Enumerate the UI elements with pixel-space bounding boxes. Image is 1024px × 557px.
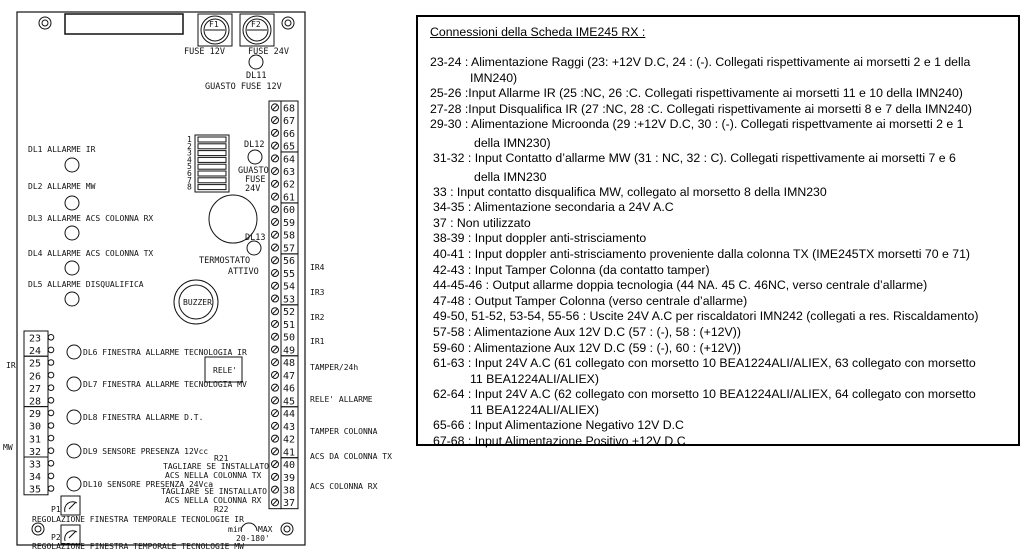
led-dl7 xyxy=(67,377,81,391)
max-label: MAX xyxy=(258,525,273,534)
connection-line: 38-39 : Input doppler anti-strisciamento xyxy=(433,231,647,246)
connection-line: 31-32 : Input Contatto d’allarme MW (31 : NC, 32 : C). Collegati rispettivamente ai morsetti 7 e 6 xyxy=(433,150,956,165)
connection-line: 47-48 : Output Tamper Colonna (verso centrale d’allarme) xyxy=(433,293,748,308)
fuse-12v-label: FUSE 12V xyxy=(184,47,225,57)
side-label: IR3 xyxy=(310,288,325,297)
fuse-24v-label: FUSE 24V xyxy=(248,47,289,57)
terminal-40: 40 xyxy=(283,460,296,472)
side-label: ACS COLONNA RX xyxy=(310,482,378,491)
connection-line: 59-60 : Alimentazione Aux 12V D.C (59 : (-), 60 : (+12V)) xyxy=(433,340,741,355)
dip-switch-slot xyxy=(198,151,226,156)
led-dl9 xyxy=(67,444,81,458)
terminal-27: 27 xyxy=(29,383,42,395)
fuse-label: FUSE xyxy=(245,175,266,185)
dip-label: 7 xyxy=(187,175,192,185)
24v-label: 24V xyxy=(245,184,261,194)
dip-switch-slot xyxy=(198,164,226,169)
terminal-42: 42 xyxy=(283,434,296,446)
terminal-39: 39 xyxy=(283,472,296,484)
connection-line: 34-35 : Alimentazione secondaria a 24V A.C xyxy=(433,200,674,215)
connection-line: 61-63 : Input 24V A.C (61 collegato con morsetto 10 BEA1224ALI/ALIEX, 63 collegato con morsetto xyxy=(433,356,976,371)
connection-line: 67-68 : Input Alimentazione Positivo +12V D.C xyxy=(433,434,686,449)
connection-line: 42-43 : Input Tamper Colonna (da contatto tamper) xyxy=(433,262,710,277)
dip-label: 8 xyxy=(187,182,192,192)
led-dl5 xyxy=(65,292,79,306)
terminal-34: 34 xyxy=(29,472,42,484)
led-dl4 xyxy=(65,261,79,275)
reg-mw-label: REGOLAZIONE FINESTRA TEMPORALE TECNOLOGIE MW xyxy=(32,542,244,551)
terminal-screw-icon xyxy=(48,473,54,479)
terminal-32: 32 xyxy=(29,446,42,458)
p1-label: P1 xyxy=(51,505,61,514)
dl13-label: DL13 xyxy=(245,233,266,243)
terminal-25: 25 xyxy=(29,358,42,370)
terminal-37: 37 xyxy=(283,498,296,510)
terminal-24: 24 xyxy=(29,346,42,358)
connection-line: 37 : Non utilizzato xyxy=(433,215,531,230)
led-dl8 xyxy=(67,410,81,424)
dip-label: 3 xyxy=(187,148,192,158)
led-label: DL8 FINESTRA ALLARME D.T. xyxy=(83,413,204,422)
potentiometer-p1 xyxy=(61,496,80,515)
side-label: IR2 xyxy=(310,313,325,322)
dip-label: 1 xyxy=(187,135,192,144)
terminal-screw-icon xyxy=(48,461,54,467)
termostato-label: TERMOSTATO xyxy=(199,256,251,266)
terminal-63: 63 xyxy=(283,167,296,178)
terminal-screw-icon xyxy=(48,347,54,353)
left-terminal-block xyxy=(24,331,54,496)
terminal-29: 29 xyxy=(29,409,42,421)
led-label: DL4 ALLARME ACS COLONNA TX xyxy=(28,249,154,258)
terminal-screw-icon xyxy=(48,385,54,391)
terminal-41: 41 xyxy=(283,447,296,459)
connection-line: 29-30 : Alimentazione Microonda (29 :+12V D.C, 30 : (-). Collegati rispettvamente ai morsetti 2 e 1 xyxy=(430,117,964,132)
connection-line: 11 BEA1224ALI/ALIEX) xyxy=(470,371,599,386)
led-label: DL2 ALLARME MW xyxy=(28,182,96,191)
terminal-45: 45 xyxy=(283,396,296,408)
side-label: IR1 xyxy=(310,337,325,346)
terminal-62: 62 xyxy=(283,179,296,191)
terminal-68: 68 xyxy=(283,103,296,115)
buzzer-label: BUZZER xyxy=(183,298,212,307)
connection-line: IMN240) xyxy=(470,70,518,85)
side-label-ir: IR xyxy=(6,361,16,370)
terminal-55: 55 xyxy=(283,268,296,280)
min-label: min xyxy=(228,525,243,534)
circuit-board-diagram xyxy=(0,0,420,557)
terminal-33: 33 xyxy=(29,459,42,471)
p2-label: P2 xyxy=(51,533,61,542)
dip-switch xyxy=(187,135,229,192)
terminal-57: 57 xyxy=(283,243,296,255)
terminal-47: 47 xyxy=(283,370,296,382)
terminal-46: 46 xyxy=(283,383,296,395)
connection-line: 25-26 :Input Allarme IR (25 :NC, 26 :C. Collegati rispettivamente ai morsetti 11 e 10 della IMN240) xyxy=(430,86,963,101)
terminal-screw-icon xyxy=(48,423,54,429)
connection-line: 62-64 : Input 24V A.C (62 collegato con morsetto 10 BEA1224ALI/ALIEX, 64 collegato con morsetto xyxy=(433,387,976,402)
terminal-61: 61 xyxy=(283,192,296,204)
connection-line: 49-50, 51-52, 53-54, 55-56 : Uscite 24V A.C per riscaldatori IMN242 (collegati a res. Riscaldamento) xyxy=(433,309,979,324)
side-label: TAMPER/24h xyxy=(310,363,359,372)
connection-line: 57-58 : Alimentazione Aux 12V D.C (57 : (-), 58 : (+12V)) xyxy=(433,324,741,339)
led-dl12 xyxy=(248,150,262,164)
led-label: DL1 ALLARME IR xyxy=(28,145,96,154)
dip-switch-slot xyxy=(198,171,226,176)
terminal-60: 60 xyxy=(283,205,296,217)
connection-line: della IMN230 xyxy=(474,169,547,184)
terminal-50: 50 xyxy=(283,332,296,344)
terminal-52: 52 xyxy=(283,307,296,319)
dip-switch-slot xyxy=(198,144,226,149)
relay-label: RELE' xyxy=(213,366,238,375)
fuse-f2-label: F2 xyxy=(251,20,261,29)
connector-slot xyxy=(65,14,183,34)
range-label: 20-180' xyxy=(236,534,270,543)
cut-rx-line1: TAGLIARE SE INSTALLATO xyxy=(161,487,267,496)
terminal-31: 31 xyxy=(29,434,42,446)
terminal-35: 35 xyxy=(29,484,42,496)
side-label: ACS DA COLONNA TX xyxy=(310,452,392,461)
led-label: DL3 ALLARME ACS COLONNA RX xyxy=(28,214,154,223)
dip-label: 6 xyxy=(187,169,192,178)
cut-tx-line1: TAGLIARE SE INSTALLATO xyxy=(163,462,269,471)
terminal-screw-icon xyxy=(48,398,54,404)
dip-switch-slot xyxy=(198,157,226,162)
guasto-fuse-12-label: GUASTO FUSE 12V xyxy=(205,82,282,92)
terminal-30: 30 xyxy=(29,421,42,433)
connection-line: 65-66 : Input Alimentazione Negativo 12V D.C xyxy=(433,418,684,433)
led-label: DL6 FINESTRA ALLARME TECNOLOGIA IR xyxy=(83,348,247,357)
led-dl10 xyxy=(67,477,81,491)
terminal-screw-icon xyxy=(48,372,54,378)
terminal-51: 51 xyxy=(283,319,296,331)
led-label: DL7 FINESTRA ALLARME TECNOLOGIA MV xyxy=(83,380,247,389)
dl12-label: DL12 xyxy=(244,140,265,150)
connection-line: 44-45-46 : Output allarme doppia tecnologia (44 NA. 45 C. 46NC, verso centrale d’allarme) xyxy=(433,278,928,293)
led-dl6 xyxy=(67,345,81,359)
r21-label: R21 xyxy=(214,454,229,463)
terminal-56: 56 xyxy=(283,256,296,268)
dip-switch-slot xyxy=(198,185,226,190)
dip-label: 5 xyxy=(187,162,192,172)
dl11-label: DL11 xyxy=(246,71,267,81)
led-label: DL5 ALLARME DISQUALIFICA xyxy=(28,280,144,289)
connection-line: 33 : Input contatto disqualifica MW, collegato al morsetto 8 della IMN230 xyxy=(433,184,827,199)
terminal-screw-icon xyxy=(48,335,54,341)
connection-line: della IMN230) xyxy=(474,135,551,150)
terminal-66: 66 xyxy=(283,128,296,140)
terminal-67: 67 xyxy=(283,116,296,128)
led-label: DL9 SENSORE PRESENZA 12Vcc xyxy=(83,447,209,456)
terminal-54: 54 xyxy=(283,281,296,293)
connection-line: 27-28 :Input Disqualifica IR (27 :NC, 28 :C. Collegati rispettivamente ai morsetti 8 e 7 della IMN240) xyxy=(430,101,972,116)
connection-line: 11 BEA1224ALI/ALIEX) xyxy=(470,402,599,417)
terminal-48: 48 xyxy=(283,358,296,370)
terminal-screw-icon xyxy=(48,410,54,416)
led-dl2 xyxy=(65,196,79,210)
dip-switch-slot xyxy=(198,137,226,142)
cut-tx-line2: ACS NELLA COLONNA TX xyxy=(165,471,262,480)
attivo-label: ATTIVO xyxy=(228,267,259,277)
led-dl3 xyxy=(65,226,79,240)
guasto-label: GUASTO xyxy=(238,166,269,176)
terminal-screw-icon xyxy=(48,486,54,492)
panel-title: Connessioni della Scheda IME245 RX : xyxy=(430,25,646,39)
terminal-49: 49 xyxy=(283,345,296,357)
reg-ir-label: REGOLAZIONE FINESTRA TEMPORALE TECNOLOGIE IR xyxy=(32,515,244,524)
dip-label: 2 xyxy=(187,141,192,151)
right-terminal-block xyxy=(269,101,298,509)
connections-panel xyxy=(416,15,1020,449)
led-dl11 xyxy=(249,55,263,69)
terminal-44: 44 xyxy=(283,409,296,421)
terminal-26: 26 xyxy=(29,371,42,383)
terminal-43: 43 xyxy=(283,421,296,433)
timer-dial-arc xyxy=(241,523,257,531)
terminal-28: 28 xyxy=(29,396,42,408)
terminal-53: 53 xyxy=(283,294,296,306)
side-label-mw: MW xyxy=(3,443,13,452)
dip-switch-slot xyxy=(198,178,226,183)
terminal-58: 58 xyxy=(283,230,296,242)
side-label: TAMPER COLONNA xyxy=(310,427,378,436)
fuse-f1-label: F1 xyxy=(209,20,219,29)
cut-rx-line2: ACS NELLA COLONNA RX xyxy=(165,496,262,505)
side-label: IR4 xyxy=(310,263,325,272)
fuse-f1 xyxy=(198,14,232,46)
terminal-59: 59 xyxy=(283,217,296,229)
fuse-f2 xyxy=(240,14,274,46)
led-dl13 xyxy=(247,241,261,255)
terminal-38: 38 xyxy=(283,485,296,497)
led-dl1 xyxy=(65,158,79,172)
terminal-64: 64 xyxy=(283,154,296,166)
terminal-screw-icon xyxy=(48,360,54,366)
r22-label: R22 xyxy=(214,505,229,514)
connection-line: 40-41 : Input doppler anti-strisciamento proveniente dalla colonna TX (IME245TX morsetti 70 e 71) xyxy=(433,246,971,261)
side-label: RELE' ALLARME xyxy=(310,395,373,404)
connection-line: 23-24 : Alimentazione Raggi (23: +12V D.C, 24 : (-). Collegati rispettivamente ai morsetti 2 e 1 della xyxy=(430,55,971,69)
terminal-screw-icon xyxy=(48,448,54,454)
terminal-65: 65 xyxy=(283,141,296,153)
led-label: DL10 SENSORE PRESENZA 24Vca xyxy=(83,480,214,489)
dip-label: 4 xyxy=(187,155,192,165)
terminal-23: 23 xyxy=(29,333,42,345)
terminal-screw-icon xyxy=(48,435,54,441)
